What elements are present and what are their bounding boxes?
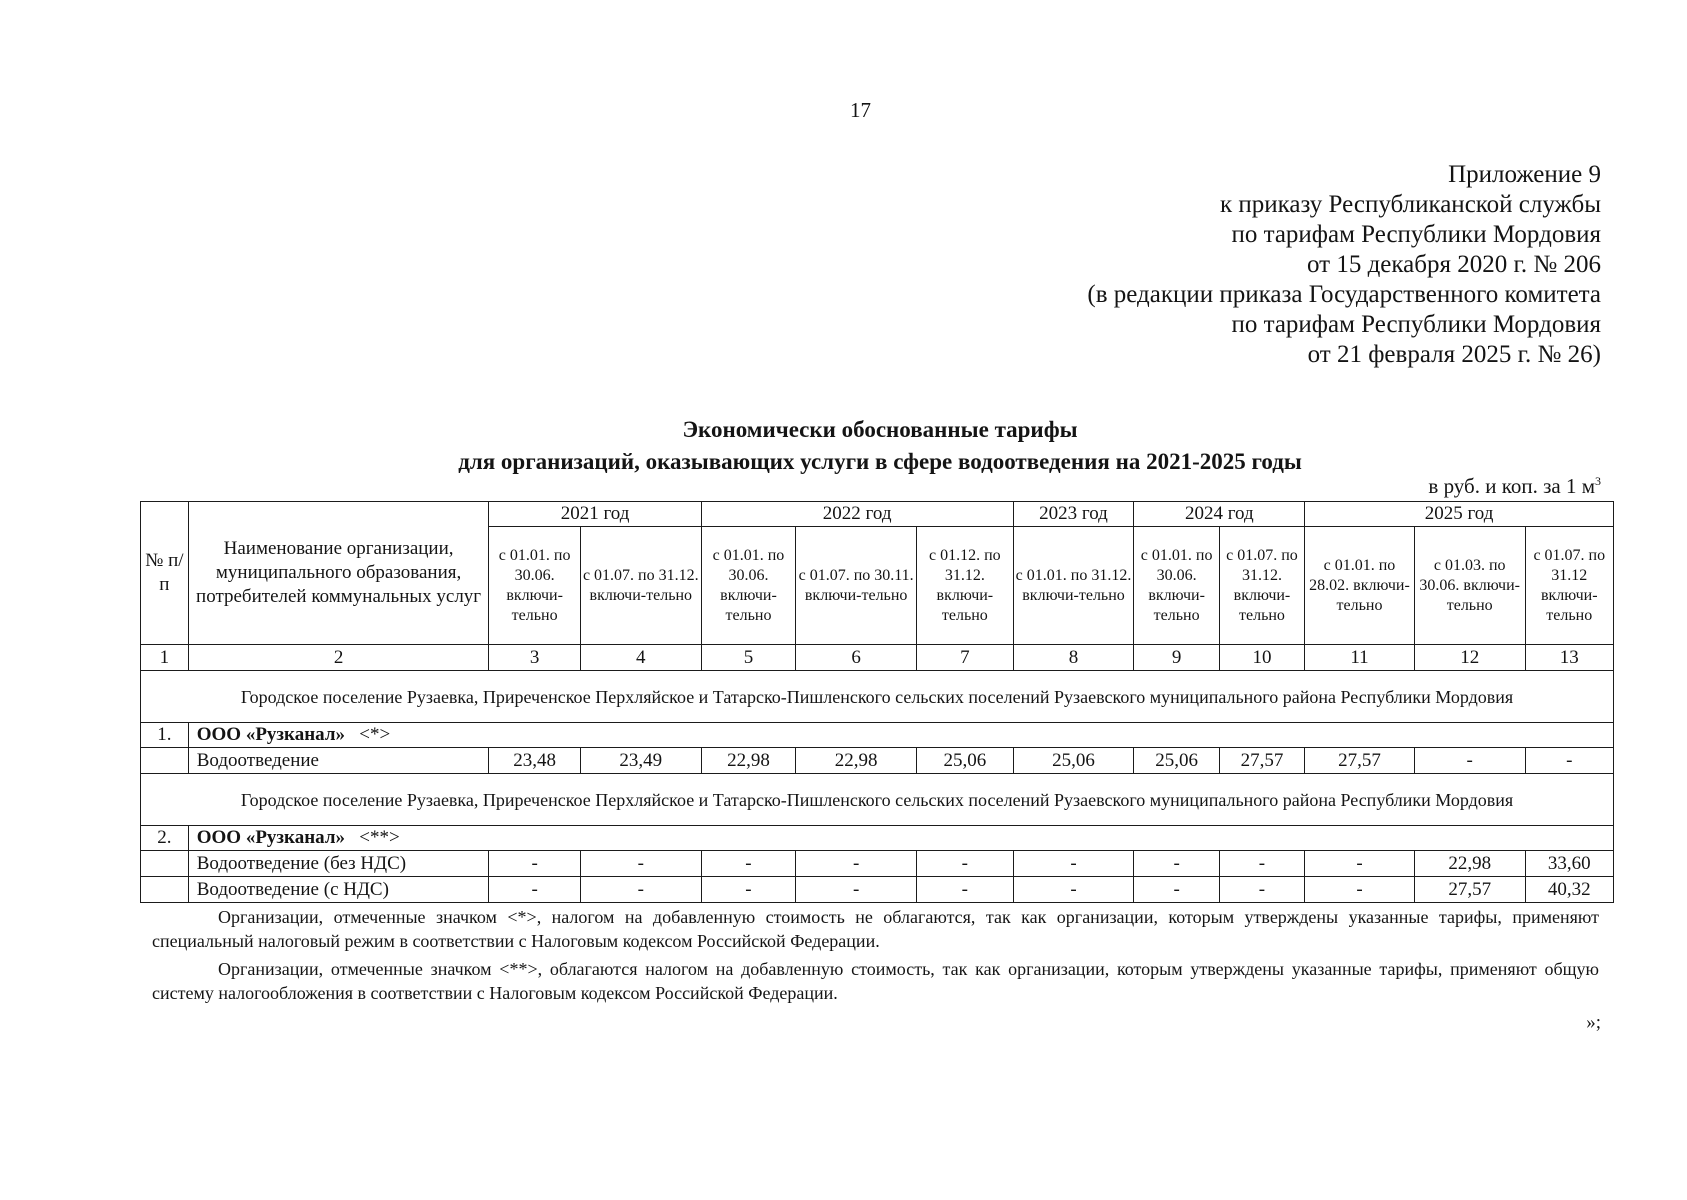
tariff-value: 25,06: [1134, 748, 1219, 774]
column-number: 5: [701, 645, 795, 671]
service-name: Водоотведение: [188, 748, 489, 774]
page-number: 17: [850, 98, 871, 122]
tariff-value: 22,98: [796, 748, 917, 774]
column-number: 8: [1013, 645, 1134, 671]
column-number: 12: [1414, 645, 1525, 671]
tariff-value: 25,06: [1013, 748, 1134, 774]
section-row: [141, 774, 1614, 826]
tariff-value: -: [580, 851, 701, 877]
section-row: [141, 671, 1614, 723]
org-name-cell: [188, 826, 1613, 851]
header-period: с 01.12. по 31.12. включи-тельно: [917, 527, 1014, 645]
appendix-line: (в редакции приказа Государственного комитета: [1087, 281, 1601, 308]
section-title: Городское поселение Рузаевка, Приреченское Перхляйское и Татарско-Пишленского сельских поселений Рузаевского муниципального района Республики Мордовия: [141, 671, 1614, 723]
units-text: в руб. и коп. за 1 м: [1428, 474, 1595, 498]
column-number: 1: [141, 645, 189, 671]
tariff-value: -: [1219, 851, 1304, 877]
tariff-value: 27,57: [1414, 877, 1525, 903]
tariff-value: -: [917, 877, 1014, 903]
organization-row: [141, 826, 1614, 851]
tariff-value: 25,06: [917, 748, 1014, 774]
tariff-value: -: [701, 877, 795, 903]
column-number: 4: [580, 645, 701, 671]
appendix-line: Приложение 9: [1448, 161, 1601, 188]
tariff-value: -: [1305, 851, 1415, 877]
section-title: Городское поселение Рузаевка, Приреченское Перхляйское и Татарско-Пишленского сельских поселений Рузаевского муниципального района Республики Мордовия: [141, 774, 1614, 826]
footnote-1: Организации, отмеченные значком <*>, налогом на добавленную стоимость не облагаются, так как организации, которым утверждены указанные тарифы, применяют специальный налоговый режим в соответствии с Налоговым кодексом Российской Федерации.: [152, 907, 1599, 951]
header-period: с 01.01. по 30.06. включи-тельно: [489, 527, 580, 645]
tariff-value: 22,98: [1414, 851, 1525, 877]
header-period: с 01.07. по 31.12. включи-тельно: [1219, 527, 1304, 645]
column-number: 10: [1219, 645, 1304, 671]
header-period: с 01.07. по 31.12 включи-тельно: [1525, 527, 1613, 645]
service-name: Водоотведение (с НДС): [188, 877, 489, 903]
org-mark: <**>: [359, 827, 400, 848]
empty-cell: [141, 877, 189, 903]
tariffs-table: [140, 501, 1614, 903]
empty-cell: [141, 748, 189, 774]
tariff-value: -: [1305, 877, 1415, 903]
tariff-value: -: [1414, 748, 1525, 774]
header-year: 2021 год: [489, 502, 701, 527]
tariff-value: 23,48: [489, 748, 580, 774]
column-number: 13: [1525, 645, 1613, 671]
appendix-line: к приказу Республиканской службы: [1219, 191, 1601, 218]
header-period: с 01.01. по 28.02. включи-тельно: [1305, 527, 1415, 645]
closing-quote: »;: [1586, 1012, 1601, 1033]
header-year: 2023 год: [1013, 502, 1134, 527]
organization-row: [141, 723, 1614, 748]
org-name: ООО «Рузканал»: [196, 724, 345, 745]
appendix-line: от 15 декабря 2020 г. № 206: [1306, 251, 1601, 278]
column-number: 7: [917, 645, 1014, 671]
column-number: 9: [1134, 645, 1219, 671]
appendix-reference: [901, 160, 1601, 370]
tariff-value: -: [1525, 748, 1613, 774]
tariff-value: -: [1134, 877, 1219, 903]
tariff-value: 27,57: [1305, 748, 1415, 774]
header-name: Наименование организации, муниципального образования, потребителей коммунальных услуг: [188, 502, 489, 645]
org-mark: <*>: [359, 724, 391, 745]
header-year: 2024 год: [1134, 502, 1305, 527]
header-period: с 01.01. по 30.06. включи-тельно: [701, 527, 795, 645]
footnote-2: Организации, отмеченные значком <**>, облагаются налогом на добавленную стоимость, так как организации, которым утверждены указанные тарифы, применяют общую систему налогообложения в соответствии с Налоговым кодексом Российской Федерации.: [152, 959, 1599, 1003]
column-number: 2: [188, 645, 489, 671]
table-row: [141, 748, 1614, 774]
column-number: 11: [1305, 645, 1415, 671]
tariff-value: -: [1013, 851, 1134, 877]
header-period: с 01.03. по 30.06. включи-тельно: [1414, 527, 1525, 645]
header-period: с 01.07. по 31.12. включи-тельно: [580, 527, 701, 645]
document-title: [140, 414, 1620, 478]
tariff-value: -: [489, 851, 580, 877]
header-years-row: [141, 502, 1614, 527]
column-number: 3: [489, 645, 580, 671]
header-period: с 01.01. по 30.06. включи-тельно: [1134, 527, 1219, 645]
tariff-value: -: [580, 877, 701, 903]
tariff-value: -: [917, 851, 1014, 877]
units-label: [1428, 474, 1601, 499]
footnotes: [152, 905, 1599, 1009]
tariff-value: 33,60: [1525, 851, 1613, 877]
org-number: 2.: [141, 826, 189, 851]
tariff-value: -: [1013, 877, 1134, 903]
table-row: [141, 851, 1614, 877]
column-numbers-row: [141, 645, 1614, 671]
tariff-value: -: [796, 877, 917, 903]
appendix-line: по тарифам Республики Мордовия: [1231, 221, 1601, 248]
header-year: 2022 год: [701, 502, 1013, 527]
tariff-value: -: [1134, 851, 1219, 877]
header-num: № п/п: [141, 502, 189, 645]
tariff-value: 22,98: [701, 748, 795, 774]
header-period: с 01.07. по 30.11. включи-тельно: [796, 527, 917, 645]
title-line-1: Экономически обоснованные тарифы: [682, 417, 1078, 442]
units-superscript: 3: [1595, 474, 1601, 488]
appendix-line: по тарифам Республики Мордовия: [1231, 311, 1601, 338]
title-line-2: для организаций, оказывающих услуги в сфере водоотведения на 2021-2025 годы: [458, 449, 1302, 474]
column-number: 6: [796, 645, 917, 671]
service-name: Водоотведение (без НДС): [188, 851, 489, 877]
org-name: ООО «Рузканал»: [196, 827, 345, 848]
tariff-value: 27,57: [1219, 748, 1304, 774]
appendix-line: от 21 февраля 2025 г. № 26): [1307, 341, 1601, 368]
tariff-value: 40,32: [1525, 877, 1613, 903]
table-row: [141, 877, 1614, 903]
org-name-cell: [188, 723, 1613, 748]
header-period: с 01.01. по 31.12. включи-тельно: [1013, 527, 1134, 645]
header-year: 2025 год: [1305, 502, 1614, 527]
tariff-value: 23,49: [580, 748, 701, 774]
tariff-value: -: [1219, 877, 1304, 903]
tariff-value: -: [489, 877, 580, 903]
org-number: 1.: [141, 723, 189, 748]
empty-cell: [141, 851, 189, 877]
tariff-value: -: [796, 851, 917, 877]
tariff-value: -: [701, 851, 795, 877]
